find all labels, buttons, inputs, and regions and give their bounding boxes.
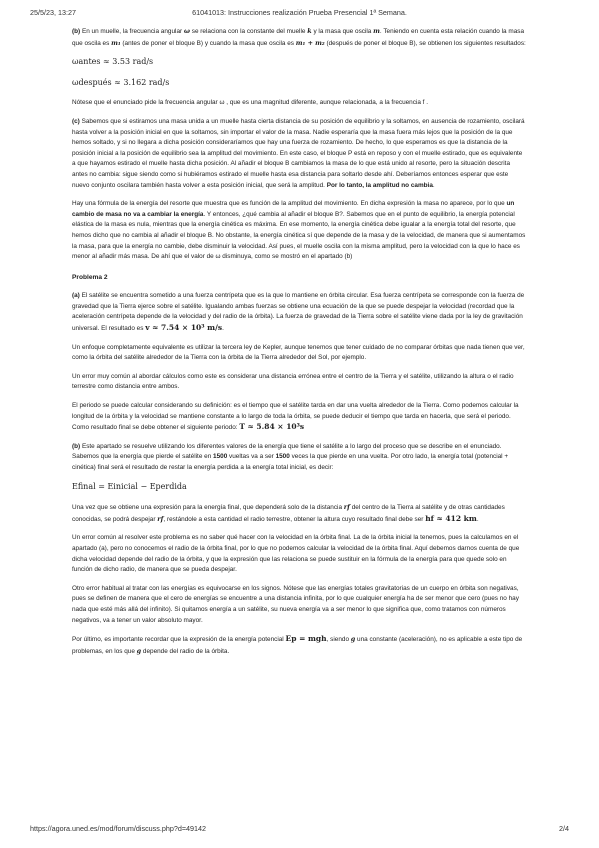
print-date: 25/5/23, 13:27 [30, 8, 76, 17]
page-url: https://agora.uned.es/mod/forum/discuss.php?d=49142 [30, 824, 207, 833]
symbol-m1-m2: m₁ + m₂ [295, 38, 325, 47]
text: , restándole a esta cantidad el radio terrestre, obtener la altura cuyo resultado final debe ser [163, 515, 426, 523]
paragraph-kepler: Un enfoque completamente equivalente es utilizar la tercera ley de Kepler, aunque tenemos que tener cuidado de no comparar órbitas que nada tienen que ver, como la órbita del satélite alrededor de la Tierra con la órbita de la Tierra alrededor del Sol, por ejemplo. [72, 343, 525, 362]
text: Este apartado se resuelve utilizando los diferentes valores de la energía que tiene el satélite a lo largo del proceso que se describe en el enunciado. Sabemos que la energía que pierde el satélite en [72, 442, 502, 461]
paragraph-period [72, 401, 527, 434]
heading-problema-2: Problema 2 [72, 273, 108, 281]
symbol-m: m [373, 27, 380, 35]
text: Por último, es importante recordar que la expresión de la energía potencial [72, 636, 286, 644]
number: 1500 [213, 453, 228, 461]
text: . [222, 325, 224, 333]
text: (después de poner el bloque B), se obtienen los siguientes resultados: [324, 39, 526, 47]
text: . Teniendo en cuenta esta relación cuando la masa que oscila es [72, 28, 525, 47]
result-period: T ≈ 5.84 × 10³s [239, 422, 305, 432]
text: . Y entonces, ¿qué cambia al añadir el bloque B?. Sabemos que en el punto de equilibrio, la energía potencial elástica de la masa es nula, mientras que la energía cinética es máxima. En ese momento, la energía cinética debe igualar a la energía total del resorte, que hemos dicho que no cambia al añadir el bloque B. No obstante, la energía cinética sí que depende de la masa y de la velocidad, de manera que si aumentamos la masa, para que la energía no cambie, debe disminuir la velocidad. Así pues, el muelle oscila con la misma amplitud, pero la velocidad con la que lo hace es menor al añadir más masa. De ahí que el valor de ω disminuya, como se mostró en el apartado (b) [72, 210, 526, 261]
text: Hay una fórmula de la energía del resorte que muestra que es función de la amplitud del movimiento. En dicha expresión la masa no aparece, por lo que [72, 200, 507, 208]
paragraph-2a [72, 291, 527, 334]
label-c: (c) [72, 117, 80, 125]
symbol-k: k [307, 27, 312, 35]
page-number: 2/4 [559, 824, 569, 833]
text: . [432, 181, 435, 189]
text: se relaciona con la constante del muelle [190, 28, 308, 35]
paragraph-b [72, 26, 527, 49]
text: (antes de poner el bloque B) y cuando la masa que oscila es [120, 39, 296, 47]
equation-omega-antes: ωantes ≈ 3.53 rad/s [72, 57, 154, 67]
paragraph-error-distance: Un error muy común al abordar cálculos como este es considerar una distancia errónea entre el centro de la Tierra y el satélite, utilizando la altura o el radio terrestre como distancia entre ambos. [72, 372, 514, 391]
symbol-m1: m₁ [111, 38, 121, 47]
equation-omega-despues: ωdespués ≈ 3.162 rad/s [72, 77, 170, 87]
symbol-g: g [136, 646, 142, 655]
text: Sabemos que si estiramos una masa unida a un muelle hasta cierta distancia de su posición de equilibrio y la soltamos, en ausencia de rozamiento, oscilará hasta volver a la posición inicial en que la soltamos, sin importar el valor de la masa. Nadie esperaría que la masa fuera más lejos que la posición de la que hemos soltado, y si no llegara a dicha posición consideraríamos que hay una fuerza de rozamiento. De hecho, lo que esperamos es que la distancia de la posición inicial a la posición de equilibrio sea la amplitud del movimiento. En este caso, el bloque P está en reposo y con el muelle estirado, que es equivalente a que hayamos estirado el muelle hasta dicha posición. Al añadir el bloque B cambiamos la masa de lo que está unido al resorte, pero la situación descrita antes no cambia: sigue siendo como si hubiéramos estirado el muelle hasta esa distancia para soltarlo desde ahí. Deberíamos entonces esperar que este nuevo conjunto oscilara también hasta volver a esta posición inicial, que será la amplitud. [72, 117, 525, 189]
symbol-rf: rf [343, 503, 350, 512]
paragraph-potential [72, 634, 527, 657]
text: del centro de la Tierra al satélite y de otras cantidades conocidas, se podrá despejar [72, 504, 505, 523]
paragraph-b-note: Nótese que el enunciado pide la frecuencia angular ω , que es una magnitud diferente, aunque relacionada, a la frecuencia f . [72, 99, 429, 107]
label-b: (b) [72, 28, 81, 35]
paragraph-error-signs: Otro error habitual al tratar con las energías es equivocarse en los signos. Nótese que las energías totales gravitatorias de un cuerpo en órbita son negativas, pues se definen de manera que el cero de energías se encuentre a una distancia infinita, por lo que cualquier energía ha de ser menor que cero (pues no hay nada que esté más allá del infinito). Si quitamos energía a un satélite, su nueva energía va a ser menor lo que significa que, como tratamos con números negativos, va a tener un valor absoluto mayor. [72, 584, 519, 624]
text: . [476, 515, 479, 523]
text: depende del radio de la órbita. [141, 647, 230, 655]
page-footer [30, 824, 569, 836]
text: El satélite se encuentra sometido a una fuerza centrípeta que es la que lo mantiene en órbita circular. Esa fuerza centrípeta se corresponde con la fuerza de gravedad que la Tierra ejerce sobre el satélite. Igualando ambas fuerzas se obtiene una ecuación de la que se puede despejar la velocidad (recordad que la aceleración centrípeta depende de la velocidad y del radio de la órbita). La fuerza de gravedad de la Tierra sobre el satélite viene dada por la ley de gravitación universal. El resultado es [72, 292, 525, 333]
number: 1500 [275, 453, 290, 461]
paragraph-2b [72, 442, 527, 474]
symbol-g: g [350, 635, 356, 644]
equation-energy: Efinal = Einicial − Eperdida [72, 481, 187, 491]
result-velocity: v ≈ 7.54 × 10³ m/s [145, 323, 223, 333]
bold-text: Por lo tanto, la amplitud no cambia [326, 181, 433, 189]
label-a: (a) [72, 292, 80, 300]
text: , siendo [326, 636, 351, 644]
equation-potential: Ep = mgh [285, 634, 327, 644]
document-body [72, 26, 527, 665]
text: En un muelle, la frecuencia angular [80, 28, 184, 35]
paragraph-c [72, 117, 527, 191]
page-header [30, 8, 569, 20]
paragraph-error-velocity: Un error común al resolver este problema es no saber qué hacer con la velocidad en la órbita final. La de la órbita inicial la tenemos, pues la calculamos en el apartado (a), pero no conocemos el radio de la órbita final, por lo que no podemos calcular la velocidad de la órbita final. Aquí debemos darnos cuenta de que dicha velocidad depende del radio de la órbita, y que la expresión que las relaciona se puede sustituir en la fórmula de la energía para que quede solo en función de dicho radio, de manera que se pueda despejar. [72, 534, 520, 574]
page-title: 61041013: Instrucciones realización Prueba Presencial 1ª Semana. [192, 8, 407, 17]
result-height: hf ≈ 412 km [425, 513, 477, 523]
bold-text: un cambio de masa no va a cambiar la energía [72, 200, 515, 218]
text: vueltas va a ser [227, 453, 276, 461]
text: Una vez que se obtiene una expresión para la energía final, que dependerá solo de la distancia [72, 504, 344, 512]
symbol-rf: rf [157, 514, 164, 523]
text: El periodo se puede calcular considerando su definición: es el tiempo que el satélite tarda en dar una vuelta alrededor de la Tierra. Como podemos calcular la longitud de la órbita y la velocidad se mantiene constante a lo largo de toda la órbita, se puede deducir el tiempo que tarda en hacerla, que será el periodo. Como resultado final se debe obtener el siguiente periodo: [72, 402, 519, 432]
paragraph-energy [72, 199, 527, 263]
text: y la masa que oscila [311, 28, 374, 35]
text: una constante (aceleración), no es aplicable a este tipo de problemas, en los que [72, 636, 523, 655]
symbol-omega: ω [183, 27, 190, 35]
label-b: (b) [72, 442, 81, 450]
text: veces la que pierde en una vuelta. Por otro lado, la energía total (potencial + cinética) final será el resultado de restar la energía perdida a la energía total inicial, es decir: [72, 453, 509, 471]
paragraph-height [72, 502, 527, 525]
